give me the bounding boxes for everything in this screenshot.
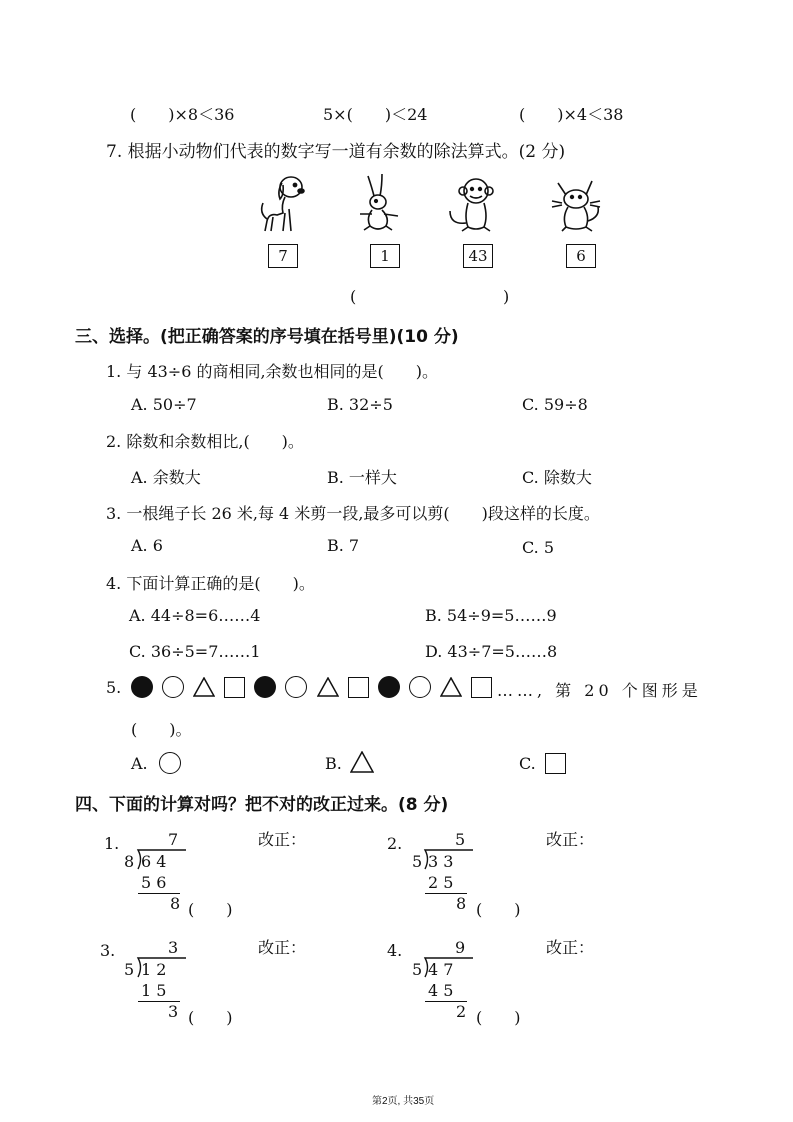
q7-answer-close: ): [503, 287, 510, 306]
q3-5-line2: ( )。: [131, 720, 192, 739]
q3-1-opt-a: A. 50÷7: [131, 395, 197, 414]
q3-5-number: 5.: [106, 678, 122, 697]
q3-5-opt-c-label: C.: [519, 754, 536, 773]
q3-3-opt-b: B. 7: [327, 536, 360, 555]
fill-blank-1: ( )×8＜36: [130, 105, 235, 124]
q3-4-opt-a: A. 44÷8=6……4: [129, 606, 261, 625]
circle-icon: [409, 676, 431, 698]
q3-4-opt-c: C. 36÷5=7……1: [129, 642, 261, 661]
item-4-correct-label: 改正：: [546, 938, 595, 957]
cat-number: 6: [566, 244, 596, 268]
filled-circle-icon: [378, 676, 400, 698]
square-icon: [545, 753, 566, 774]
circle-icon: [162, 676, 184, 698]
q3-5-opt-a-label: A.: [131, 754, 148, 773]
item-1-paren: ( ): [188, 900, 233, 919]
filled-circle-icon: [131, 676, 153, 698]
item-2-quotient: 5: [455, 830, 466, 849]
q3-3-text: 3. 一根绳子长 26 米,每 4 米剪一段,最多可以剪( )段这样的长度。: [106, 504, 600, 523]
rabbit-number: 1: [370, 244, 400, 268]
page-footer: 第2页, 共35页: [372, 1096, 435, 1107]
section-4-title: 四、下面的计算对吗？把不对的改正过来。(8 分): [75, 795, 449, 815]
item-4-divisor: 5: [412, 960, 423, 979]
q3-2-opt-b: B. 一样大: [327, 468, 397, 487]
fill-blank-3: ( )×4＜38: [519, 105, 624, 124]
item-4-quotient: 9: [455, 938, 466, 957]
q3-4-text: 4. 下面计算正确的是( )。: [106, 574, 315, 593]
q3-3-opt-a: A. 6: [131, 536, 163, 555]
rabbit-icon: [354, 172, 404, 236]
q3-5-opt-b-label: B.: [325, 754, 342, 773]
item-4-product: 4 5: [428, 981, 454, 1000]
filled-circle-icon: [254, 676, 276, 698]
item-1-number: 1.: [104, 834, 120, 853]
item-3-quotient: 3: [168, 938, 179, 957]
q3-2-opt-a: A. 余数大: [131, 468, 201, 487]
square-icon: [224, 677, 245, 698]
item-1-product: 5 6: [141, 873, 167, 892]
q3-2-opt-c: C. 除数大: [522, 468, 592, 487]
item-3-dividend: 1 2: [141, 960, 167, 979]
q3-1-text: 1. 与 43÷6 的商相同,余数也相同的是( )。: [106, 362, 439, 381]
item-4-paren: ( ): [476, 1008, 521, 1027]
dog-icon: [255, 173, 315, 235]
item-1-quotient: 7: [168, 830, 179, 849]
circle-icon: [159, 752, 181, 774]
q3-4-opt-b: B. 54÷9=5……9: [425, 606, 557, 625]
triangle-icon: [350, 751, 374, 773]
cat-icon: [548, 177, 606, 233]
item-2-dividend: 3 3: [428, 852, 454, 871]
triangle-icon: [440, 677, 462, 697]
item-2-correct-label: 改正：: [546, 830, 595, 849]
item-3-paren: ( ): [188, 1008, 233, 1027]
item-3-correct-label: 改正：: [258, 938, 307, 957]
fill-blank-2: 5×( )＜24: [323, 105, 428, 124]
item-1-remainder: 8: [170, 894, 181, 913]
q7-prompt: 7. 根据小动物们代表的数字写一道有余数的除法算式。(2 分): [106, 142, 566, 162]
square-icon: [471, 677, 492, 698]
item-3-remainder: 3: [168, 1002, 179, 1021]
item-1-dividend: 6 4: [141, 852, 167, 871]
item-3-divisor: 5: [124, 960, 135, 979]
item-2-product: 2 5: [428, 873, 454, 892]
q3-5-tail: ……, 第 20 个图形是: [497, 681, 702, 700]
q3-2-text: 2. 除数和余数相比,( )。: [106, 432, 304, 451]
item-4-number: 4.: [387, 941, 403, 960]
item-1-divisor: 8: [124, 852, 135, 871]
dog-number: 7: [268, 244, 298, 268]
q7-answer-open: (: [350, 287, 357, 306]
q3-4-opt-d: D. 43÷7=5……8: [425, 642, 558, 661]
triangle-icon: [317, 677, 339, 697]
monkey-number: 43: [463, 244, 493, 268]
q3-1-opt-b: B. 32÷5: [327, 395, 393, 414]
q3-3-opt-c: C. 5: [522, 538, 555, 557]
q3-1-opt-c: C. 59÷8: [522, 395, 588, 414]
item-2-paren: ( ): [476, 900, 521, 919]
section-3-title: 三、选择。(把正确答案的序号填在括号里)(10 分): [75, 327, 459, 347]
item-4-remainder: 2: [456, 1002, 467, 1021]
item-3-product: 1 5: [141, 981, 167, 1000]
square-icon: [348, 677, 369, 698]
circle-icon: [285, 676, 307, 698]
monkey-icon: [444, 175, 500, 235]
item-1-correct-label: 改正：: [258, 830, 307, 849]
item-2-number: 2.: [387, 834, 403, 853]
shape-sequence: [131, 676, 496, 698]
triangle-icon: [193, 677, 215, 697]
item-3-number: 3.: [100, 941, 116, 960]
item-2-remainder: 8: [456, 894, 467, 913]
item-2-divisor: 5: [412, 852, 423, 871]
item-4-dividend: 4 7: [428, 960, 454, 979]
